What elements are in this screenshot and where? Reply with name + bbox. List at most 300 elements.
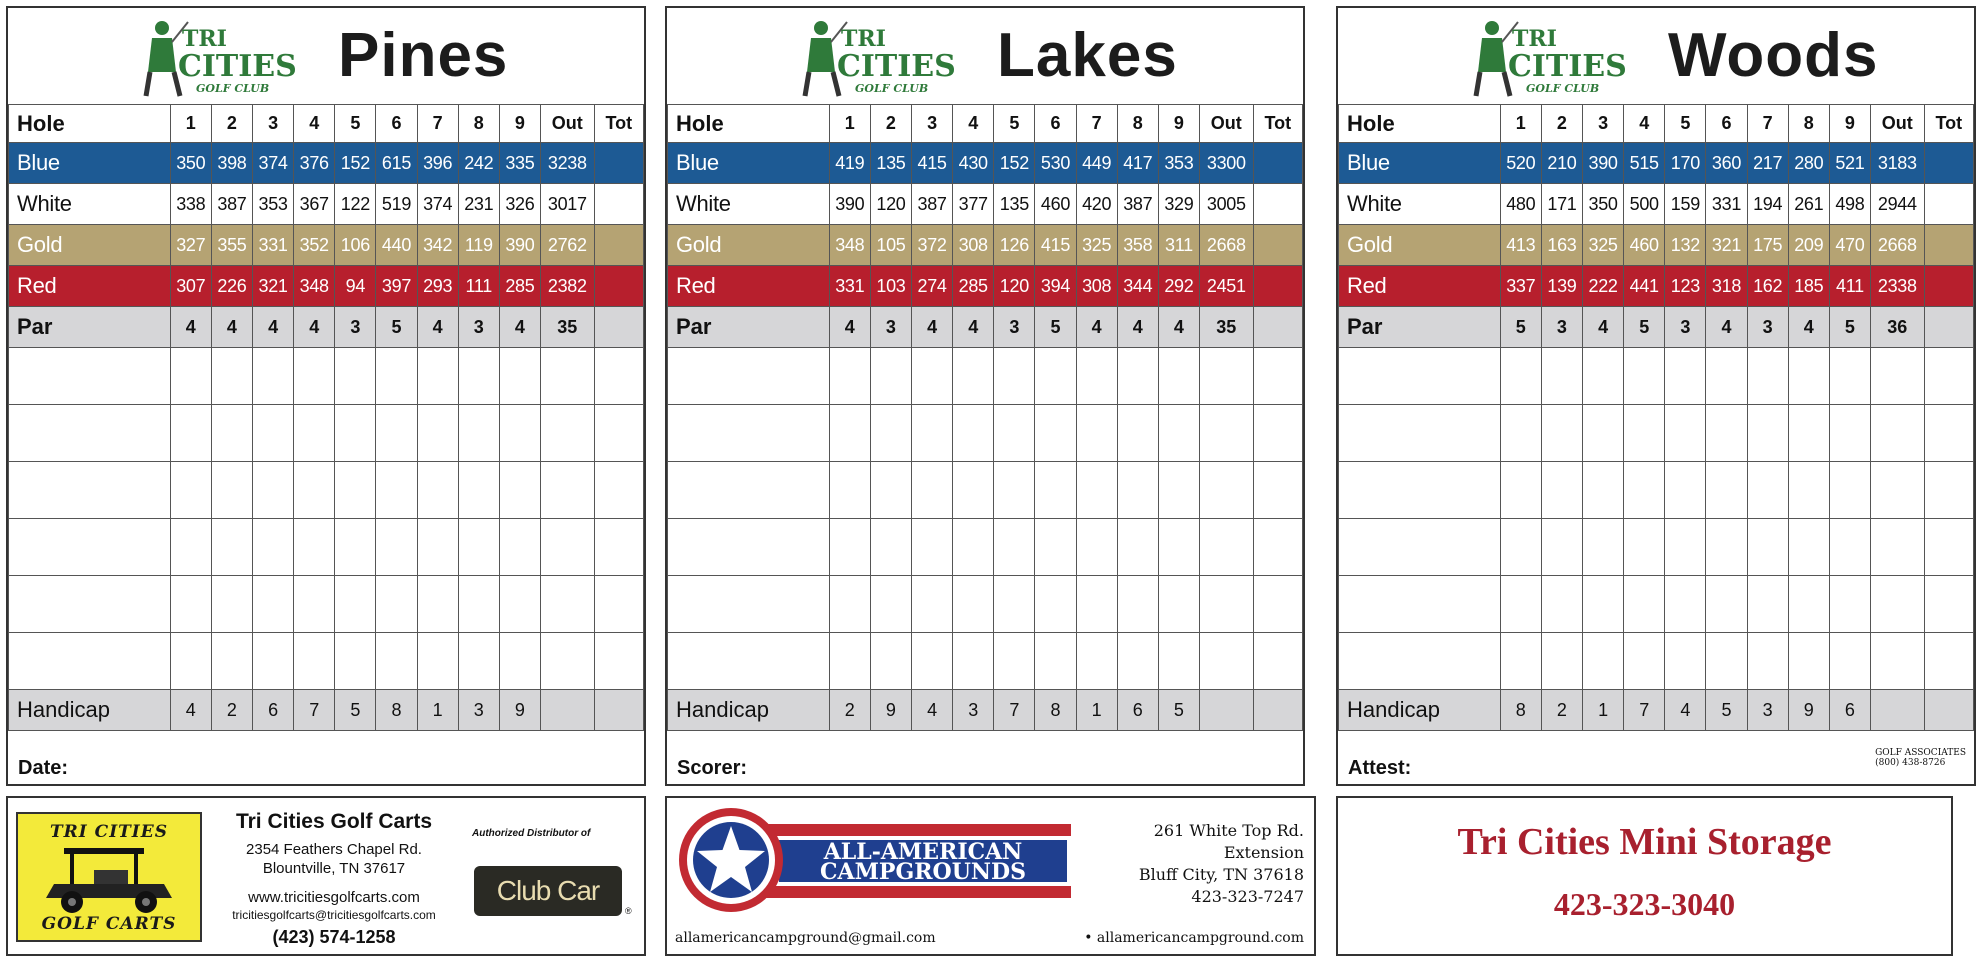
score-entry-cell[interactable] xyxy=(1624,576,1665,633)
golf-carts-website[interactable]: www.tricitiesgolfcarts.com xyxy=(248,889,420,906)
yardage-cell: 326 xyxy=(499,184,540,225)
score-entry-cell[interactable] xyxy=(1788,519,1829,576)
score-entry-cell[interactable] xyxy=(1747,633,1788,690)
score-entry-cell[interactable] xyxy=(1665,633,1706,690)
yardage-cell: 293 xyxy=(417,266,458,307)
yardage-cell: 209 xyxy=(1788,225,1829,266)
score-entry-cell[interactable] xyxy=(870,348,911,405)
score-entry-cell[interactable] xyxy=(870,576,911,633)
score-entry-cell[interactable] xyxy=(1199,576,1253,633)
yardage-cell: 105 xyxy=(870,225,911,266)
score-entry-cell[interactable] xyxy=(1583,633,1624,690)
score-entry-row xyxy=(9,633,644,690)
score-entry-cell[interactable] xyxy=(170,348,211,405)
score-entry-cell[interactable] xyxy=(1035,462,1076,519)
golf-associates-mark xyxy=(1875,748,1966,768)
par-cell: 5 xyxy=(1500,307,1541,348)
score-entry-cell[interactable] xyxy=(912,633,953,690)
hole-header-cell: 9 xyxy=(1829,105,1870,143)
score-entry-cell[interactable] xyxy=(1500,519,1541,576)
hole-header-cell: 2 xyxy=(870,105,911,143)
score-entry-cell[interactable] xyxy=(499,576,540,633)
tee-row-white xyxy=(668,184,1303,225)
score-entry-cell[interactable] xyxy=(870,633,911,690)
score-entry-cell[interactable] xyxy=(417,462,458,519)
score-entry-cell[interactable] xyxy=(1829,576,1870,633)
score-entry-cell[interactable] xyxy=(540,633,594,690)
score-entry-cell[interactable] xyxy=(376,348,417,405)
yardage-cell: 311 xyxy=(1158,225,1199,266)
score-entry-cell[interactable] xyxy=(211,519,252,576)
score-entry-cell[interactable] xyxy=(211,462,252,519)
score-entry-cell[interactable] xyxy=(829,462,870,519)
score-entry-cell[interactable] xyxy=(170,405,211,462)
score-entry-cell[interactable] xyxy=(1747,576,1788,633)
hole-header-cell: 1 xyxy=(829,105,870,143)
score-entry-cell[interactable] xyxy=(1500,576,1541,633)
score-entry-cell[interactable] xyxy=(417,348,458,405)
score-entry-cell[interactable] xyxy=(1829,519,1870,576)
score-entry-cell[interactable] xyxy=(870,462,911,519)
hole-header-cell: Hole xyxy=(668,105,830,143)
score-entry-cell[interactable] xyxy=(211,405,252,462)
score-entry-cell[interactable] xyxy=(1583,405,1624,462)
score-entry-cell[interactable] xyxy=(953,633,994,690)
par-cell: 3 xyxy=(1665,307,1706,348)
score-entry-cell[interactable] xyxy=(499,633,540,690)
yardage-cell: 515 xyxy=(1624,143,1665,184)
score-entry-cell[interactable] xyxy=(1339,348,1501,405)
score-entry-cell[interactable] xyxy=(253,462,294,519)
score-entry-cell[interactable] xyxy=(1035,405,1076,462)
score-entry-cell[interactable] xyxy=(335,462,376,519)
tee-label: Gold xyxy=(668,225,830,266)
score-entry-cell[interactable] xyxy=(912,576,953,633)
score-entry-cell[interactable] xyxy=(170,576,211,633)
score-entry-cell[interactable] xyxy=(1583,576,1624,633)
score-entry-row xyxy=(1339,633,1974,690)
score-entry-cell[interactable] xyxy=(253,348,294,405)
score-entry-cell[interactable] xyxy=(1117,576,1158,633)
score-entry-cell[interactable] xyxy=(376,519,417,576)
score-entry-cell[interactable] xyxy=(1035,519,1076,576)
score-entry-cell[interactable] xyxy=(1253,348,1302,405)
score-entry-cell[interactable] xyxy=(1541,462,1582,519)
score-entry-cell[interactable] xyxy=(1199,519,1253,576)
score-entry-cell[interactable] xyxy=(1583,348,1624,405)
score-entry-cell[interactable] xyxy=(953,576,994,633)
score-entry-cell[interactable] xyxy=(9,576,171,633)
score-entry-cell[interactable] xyxy=(1665,462,1706,519)
yardage-cell: 374 xyxy=(417,184,458,225)
score-entry-cell[interactable] xyxy=(994,348,1035,405)
score-entry-cell[interactable] xyxy=(1788,348,1829,405)
score-entry-cell[interactable] xyxy=(253,633,294,690)
score-entry-cell[interactable] xyxy=(994,405,1035,462)
score-entry-cell[interactable] xyxy=(1035,633,1076,690)
score-entry-cell[interactable] xyxy=(1706,633,1747,690)
score-entry-cell[interactable] xyxy=(668,405,830,462)
score-entry-cell[interactable] xyxy=(1788,576,1829,633)
score-entry-cell[interactable] xyxy=(1624,348,1665,405)
hole-header-cell: 8 xyxy=(1117,105,1158,143)
score-entry-cell[interactable] xyxy=(1665,519,1706,576)
yardage-cell: 163 xyxy=(1541,225,1582,266)
score-entry-cell[interactable] xyxy=(953,462,994,519)
score-entry-cell[interactable] xyxy=(1924,633,1973,690)
score-entry-cell[interactable] xyxy=(1624,633,1665,690)
score-entry-cell[interactable] xyxy=(1706,519,1747,576)
score-entry-cell[interactable] xyxy=(1870,633,1924,690)
par-cell: 4 xyxy=(829,307,870,348)
score-entry-cell[interactable] xyxy=(499,519,540,576)
score-entry-cell[interactable] xyxy=(1665,348,1706,405)
yardage-cell: 175 xyxy=(1747,225,1788,266)
score-entry-cell[interactable] xyxy=(9,519,171,576)
score-entry-cell[interactable] xyxy=(499,462,540,519)
score-entry-cell[interactable] xyxy=(829,633,870,690)
score-entry-cell[interactable] xyxy=(294,576,335,633)
golf-cart-icon xyxy=(34,844,184,918)
score-entry-cell[interactable] xyxy=(294,633,335,690)
yardage-cell: 152 xyxy=(335,143,376,184)
score-entry-cell[interactable] xyxy=(458,348,499,405)
score-entry-cell[interactable] xyxy=(1339,462,1501,519)
score-entry-cell[interactable] xyxy=(253,576,294,633)
score-entry-cell[interactable] xyxy=(1117,348,1158,405)
yardage-cell xyxy=(1253,184,1302,225)
score-entry-cell[interactable] xyxy=(594,348,643,405)
hole-header-cell: 3 xyxy=(912,105,953,143)
score-entry-cell[interactable] xyxy=(1541,519,1582,576)
score-entry-cell[interactable] xyxy=(1747,405,1788,462)
score-entry-cell[interactable] xyxy=(1706,348,1747,405)
score-entry-cell[interactable] xyxy=(1706,462,1747,519)
score-entry-cell[interactable] xyxy=(1500,348,1541,405)
score-entry-cell[interactable] xyxy=(211,576,252,633)
score-entry-cell[interactable] xyxy=(1870,405,1924,462)
score-entry-cell[interactable] xyxy=(994,462,1035,519)
score-entry-cell[interactable] xyxy=(540,519,594,576)
card-footer-label[interactable]: Date: xyxy=(18,757,69,779)
score-entry-cell[interactable] xyxy=(1117,633,1158,690)
par-cell: 4 xyxy=(253,307,294,348)
score-entry-cell[interactable] xyxy=(1924,405,1973,462)
score-entry-cell[interactable] xyxy=(1339,405,1501,462)
score-entry-cell[interactable] xyxy=(499,348,540,405)
score-entry-cell[interactable] xyxy=(1199,348,1253,405)
score-entry-cell[interactable] xyxy=(417,633,458,690)
score-entry-cell[interactable] xyxy=(211,348,252,405)
score-entry-cell[interactable] xyxy=(1747,519,1788,576)
authorized-distributor-label: Authorized Distributor of xyxy=(472,828,591,839)
club-logo xyxy=(797,16,967,102)
score-entry-cell[interactable] xyxy=(1339,576,1501,633)
score-entry-cell[interactable] xyxy=(1788,405,1829,462)
handicap-cell: 6 xyxy=(1117,690,1158,731)
score-entry-cell[interactable] xyxy=(1076,348,1117,405)
yardage-cell: 162 xyxy=(1747,266,1788,307)
tee-label: White xyxy=(9,184,171,225)
tee-label: White xyxy=(668,184,830,225)
ad-tri-cities-golf-carts xyxy=(6,796,646,956)
score-entry-cell[interactable] xyxy=(1199,462,1253,519)
score-entry-row xyxy=(9,405,644,462)
yardage-cell: 417 xyxy=(1117,143,1158,184)
golf-carts-logo-top: TRI CITIES xyxy=(50,822,168,842)
score-entry-cell[interactable] xyxy=(1117,405,1158,462)
score-entry-cell[interactable] xyxy=(1500,633,1541,690)
score-entry-cell[interactable] xyxy=(9,405,171,462)
score-entry-cell[interactable] xyxy=(1924,576,1973,633)
score-entry-cell[interactable] xyxy=(294,462,335,519)
score-entry-cell[interactable] xyxy=(294,348,335,405)
score-entry-cell[interactable] xyxy=(994,633,1035,690)
score-entry-cell[interactable] xyxy=(458,462,499,519)
score-entry-cell[interactable] xyxy=(1829,633,1870,690)
score-entry-cell[interactable] xyxy=(1253,519,1302,576)
score-entry-cell[interactable] xyxy=(829,519,870,576)
score-entry-cell[interactable] xyxy=(668,462,830,519)
yardage-cell: 139 xyxy=(1541,266,1582,307)
score-entry-cell[interactable] xyxy=(1253,405,1302,462)
score-entry-cell[interactable] xyxy=(1541,576,1582,633)
score-entry-cell[interactable] xyxy=(829,348,870,405)
score-entry-cell[interactable] xyxy=(9,348,171,405)
par-cell: 35 xyxy=(1199,307,1253,348)
score-entry-cell[interactable] xyxy=(458,633,499,690)
score-entry-cell[interactable] xyxy=(668,519,830,576)
score-entry-cell[interactable] xyxy=(458,519,499,576)
score-entry-cell[interactable] xyxy=(1076,405,1117,462)
score-entry-cell[interactable] xyxy=(335,405,376,462)
score-entry-cell[interactable] xyxy=(1583,462,1624,519)
score-entry-cell[interactable] xyxy=(594,633,643,690)
score-entry-cell[interactable] xyxy=(1924,519,1973,576)
score-entry-cell[interactable] xyxy=(253,405,294,462)
score-entry-cell[interactable] xyxy=(1624,405,1665,462)
yardage-cell: 226 xyxy=(211,266,252,307)
score-entry-cell[interactable] xyxy=(594,519,643,576)
course-title: Lakes xyxy=(997,21,1178,90)
score-entry-cell[interactable] xyxy=(1665,576,1706,633)
score-entry-cell[interactable] xyxy=(1870,348,1924,405)
score-entry-cell[interactable] xyxy=(1500,462,1541,519)
yardage-cell: 397 xyxy=(376,266,417,307)
hole-header-cell: 4 xyxy=(953,105,994,143)
score-entry-cell[interactable] xyxy=(1624,519,1665,576)
yardage-cell: 261 xyxy=(1788,184,1829,225)
score-entry-cell[interactable] xyxy=(335,576,376,633)
score-entry-cell[interactable] xyxy=(870,405,911,462)
score-entry-cell[interactable] xyxy=(1747,462,1788,519)
score-entry-cell[interactable] xyxy=(417,405,458,462)
yardage-cell: 292 xyxy=(1158,266,1199,307)
handicap-label: Handicap xyxy=(1339,690,1501,731)
yardage-cell: 2451 xyxy=(1199,266,1253,307)
score-entry-cell[interactable] xyxy=(1870,576,1924,633)
score-entry-cell[interactable] xyxy=(1253,633,1302,690)
score-entry-cell[interactable] xyxy=(1076,519,1117,576)
score-entry-cell[interactable] xyxy=(1158,405,1199,462)
score-entry-cell[interactable] xyxy=(1253,462,1302,519)
yardage-cell: 615 xyxy=(376,143,417,184)
score-entry-cell[interactable] xyxy=(1158,633,1199,690)
score-entry-cell[interactable] xyxy=(499,405,540,462)
score-entry-cell[interactable] xyxy=(170,462,211,519)
score-entry-cell[interactable] xyxy=(1158,519,1199,576)
score-entry-cell[interactable] xyxy=(376,633,417,690)
tee-label: Blue xyxy=(1339,143,1501,184)
score-entry-cell[interactable] xyxy=(335,348,376,405)
score-entry-cell[interactable] xyxy=(1829,348,1870,405)
card-footer-label[interactable]: Attest: xyxy=(1348,757,1412,779)
score-entry-cell[interactable] xyxy=(1199,633,1253,690)
scorecard-woods xyxy=(1336,6,1976,786)
score-entry-cell[interactable] xyxy=(9,633,171,690)
score-entry-cell[interactable] xyxy=(1541,405,1582,462)
yardage-cell: 415 xyxy=(912,143,953,184)
score-entry-cell[interactable] xyxy=(170,633,211,690)
score-entry-cell[interactable] xyxy=(870,519,911,576)
score-entry-cell[interactable] xyxy=(1500,405,1541,462)
score-entry-cell[interactable] xyxy=(458,405,499,462)
score-entry-cell[interactable] xyxy=(912,462,953,519)
hole-row xyxy=(668,105,1303,143)
score-entry-cell[interactable] xyxy=(1117,519,1158,576)
score-entry-cell[interactable] xyxy=(1924,348,1973,405)
score-entry-cell[interactable] xyxy=(376,576,417,633)
score-entry-cell[interactable] xyxy=(1665,405,1706,462)
score-entry-cell[interactable] xyxy=(1158,348,1199,405)
score-entry-cell[interactable] xyxy=(1035,576,1076,633)
score-entry-cell[interactable] xyxy=(594,405,643,462)
score-entry-cell[interactable] xyxy=(953,519,994,576)
handicap-cell: 3 xyxy=(1747,690,1788,731)
score-entry-cell[interactable] xyxy=(1870,462,1924,519)
yardage-cell: 321 xyxy=(253,266,294,307)
score-entry-cell[interactable] xyxy=(1076,633,1117,690)
score-entry-cell[interactable] xyxy=(211,633,252,690)
hole-header-cell: 4 xyxy=(294,105,335,143)
yardage-cell: 360 xyxy=(1706,143,1747,184)
score-entry-cell[interactable] xyxy=(1339,519,1501,576)
score-entry-cell[interactable] xyxy=(1541,633,1582,690)
hole-header-cell: 2 xyxy=(211,105,252,143)
score-entry-cell[interactable] xyxy=(829,405,870,462)
score-entry-cell[interactable] xyxy=(170,519,211,576)
yardage-cell: 2668 xyxy=(1870,225,1924,266)
golf-carts-email[interactable]: tricitiesgolfcarts@tricitiesgolfcarts.com xyxy=(232,908,436,922)
score-entry-cell[interactable] xyxy=(1829,405,1870,462)
score-entry-cell[interactable] xyxy=(1706,405,1747,462)
score-entry-cell[interactable] xyxy=(1706,576,1747,633)
score-entry-cell[interactable] xyxy=(829,576,870,633)
yardage-cell xyxy=(1253,266,1302,307)
score-entry-cell[interactable] xyxy=(1339,633,1501,690)
score-entry-cell[interactable] xyxy=(1117,462,1158,519)
handicap-cell: 7 xyxy=(294,690,335,731)
score-entry-cell[interactable] xyxy=(1583,519,1624,576)
score-entry-cell[interactable] xyxy=(1747,348,1788,405)
score-entry-cell[interactable] xyxy=(953,405,994,462)
yardage-cell: 387 xyxy=(912,184,953,225)
score-entry-cell[interactable] xyxy=(335,633,376,690)
score-entry-cell[interactable] xyxy=(953,348,994,405)
handicap-cell: 2 xyxy=(829,690,870,731)
score-entry-cell[interactable] xyxy=(1035,348,1076,405)
score-entry-cell[interactable] xyxy=(1788,462,1829,519)
tee-row-white xyxy=(1339,184,1974,225)
score-entry-cell[interactable] xyxy=(540,576,594,633)
card-footer-label[interactable]: Scorer: xyxy=(677,757,748,779)
score-entry-cell[interactable] xyxy=(668,348,830,405)
score-entry-cell[interactable] xyxy=(1158,576,1199,633)
hole-row xyxy=(1339,105,1974,143)
score-entry-cell[interactable] xyxy=(540,462,594,519)
score-entry-cell[interactable] xyxy=(417,576,458,633)
hole-header-cell: 3 xyxy=(253,105,294,143)
score-entry-cell[interactable] xyxy=(540,405,594,462)
score-entry-cell[interactable] xyxy=(1199,405,1253,462)
yardage-cell: 521 xyxy=(1829,143,1870,184)
score-entry-cell[interactable] xyxy=(912,519,953,576)
score-entry-cell[interactable] xyxy=(1870,519,1924,576)
score-entry-cell[interactable] xyxy=(1924,462,1973,519)
score-entry-cell[interactable] xyxy=(9,462,171,519)
score-entry-cell[interactable] xyxy=(1076,576,1117,633)
par-cell: 4 xyxy=(1788,307,1829,348)
score-entry-row xyxy=(668,633,1303,690)
yardage-cell: 372 xyxy=(912,225,953,266)
score-entry-cell[interactable] xyxy=(1253,576,1302,633)
tee-row-red xyxy=(9,266,644,307)
campgrounds-email[interactable]: allamericancampground@gmail.com xyxy=(675,930,936,946)
score-entry-cell[interactable] xyxy=(594,576,643,633)
score-entry-cell[interactable] xyxy=(994,576,1035,633)
score-entry-cell[interactable] xyxy=(994,519,1035,576)
score-entry-cell[interactable] xyxy=(376,462,417,519)
score-entry-cell[interactable] xyxy=(417,519,458,576)
campgrounds-website[interactable]: • allamericancampground.com xyxy=(1084,930,1304,946)
score-entry-cell[interactable] xyxy=(594,462,643,519)
yardage-cell: 367 xyxy=(294,184,335,225)
score-entry-cell[interactable] xyxy=(1624,462,1665,519)
tee-label: Gold xyxy=(9,225,171,266)
score-entry-cell[interactable] xyxy=(294,519,335,576)
score-entry-cell[interactable] xyxy=(294,405,335,462)
score-entry-cell[interactable] xyxy=(1158,462,1199,519)
yardage-cell: 530 xyxy=(1035,143,1076,184)
score-entry-cell[interactable] xyxy=(540,348,594,405)
score-entry-cell[interactable] xyxy=(1829,462,1870,519)
scorecard-table xyxy=(1338,104,1974,731)
score-entry-cell[interactable] xyxy=(912,348,953,405)
score-entry-cell[interactable] xyxy=(668,576,830,633)
score-entry-row xyxy=(668,576,1303,633)
score-entry-cell[interactable] xyxy=(458,576,499,633)
campgrounds-address2: Extension xyxy=(1223,843,1304,862)
score-entry-cell[interactable] xyxy=(376,405,417,462)
score-entry-cell[interactable] xyxy=(335,519,376,576)
score-entry-cell[interactable] xyxy=(668,633,830,690)
score-entry-cell[interactable] xyxy=(1788,633,1829,690)
yardage-cell xyxy=(1924,143,1973,184)
score-entry-cell[interactable] xyxy=(912,405,953,462)
score-entry-cell[interactable] xyxy=(253,519,294,576)
score-entry-cell[interactable] xyxy=(1076,462,1117,519)
score-entry-cell[interactable] xyxy=(1541,348,1582,405)
